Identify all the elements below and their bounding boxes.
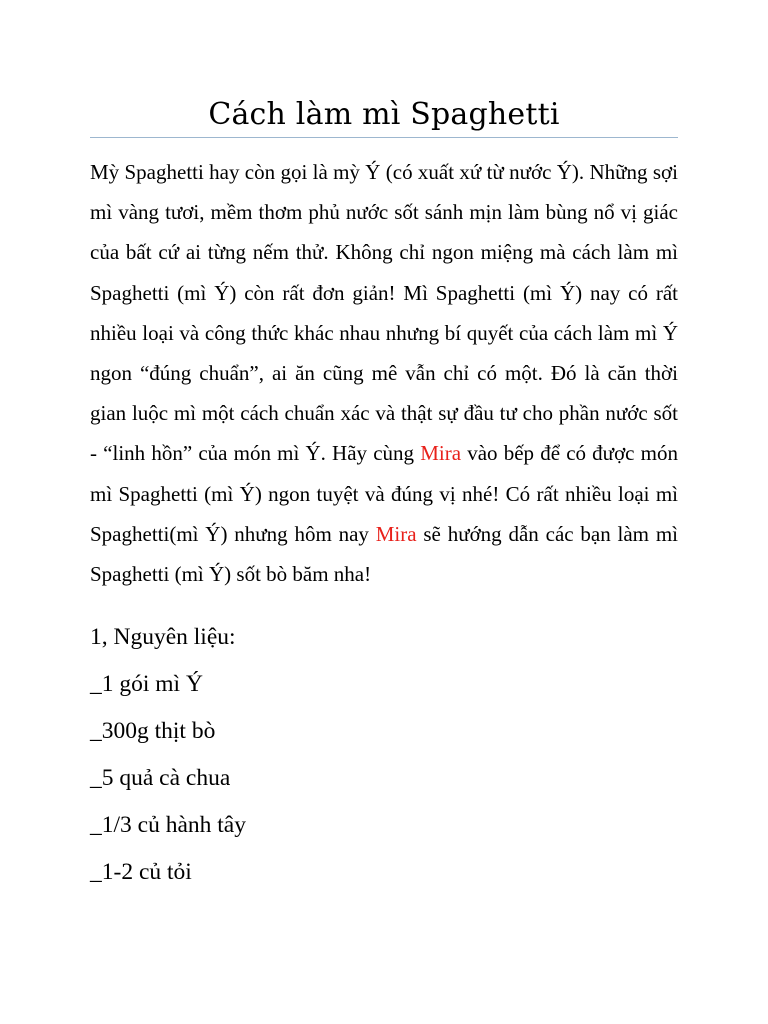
ingredient-item: _5 quả cà chua [90,765,231,792]
ingredients-list [90,661,678,896]
ingredient-item: _1 gói mì Ý [90,671,203,698]
title-underline [90,137,678,138]
ingredient-item: _1/3 củ hành tây [90,812,246,839]
brand-name-mira: Mira [420,441,462,466]
intro-text-part-3: sẽ hướng dẫn các bạn làm mì Spaghetti (mì Ý) sốt bò băm nha! [90,521,678,587]
brand-name-mira: Mira [375,521,417,546]
document-page [90,0,678,896]
intro-paragraph [90,152,678,594]
ingredients-heading: 1, Nguyên liệu: [90,624,236,651]
intro-text-part-1: Mỳ Spaghetti hay còn gọi là mỳ Ý (có xuất xứ từ nước Ý). Những sợi mì vàng tươi, mềm thơm phủ nước sốt sánh mịn làm bùng nổ vị giác của bất cứ ai từng nếm thử. Không chỉ ngon miệng mà cách làm mì Spaghetti (mì Ý) còn rất đơn giản! Mì Spaghetti (mì Ý) nay có rất nhiều loại và công thức khác nhau nhưng bí quyết của cách làm mì Ý ngon “đúng chuẩn”, ai ăn cũng mê vẫn chỉ có một. Đó là căn thời gian luộc mì một cách chuẩn xác và thật sự đầu tư cho phần nước sốt - “linh hồn” của món mì Ý. Hãy cùng [90,160,678,466]
document-title: Cách làm mì Spaghetti [208,97,560,132]
ingredient-item: _1-2 củ tỏi [90,859,192,886]
ingredient-item: _300g thịt bò [90,718,216,745]
intro-text-part-2: vào bếp để có được món mì Spaghetti (mì Ý) ngon tuyệt và đúng vị nhé! Có rất nhiều loại mì Spaghetti(mì Ý) nhưng hôm nay [90,441,678,546]
